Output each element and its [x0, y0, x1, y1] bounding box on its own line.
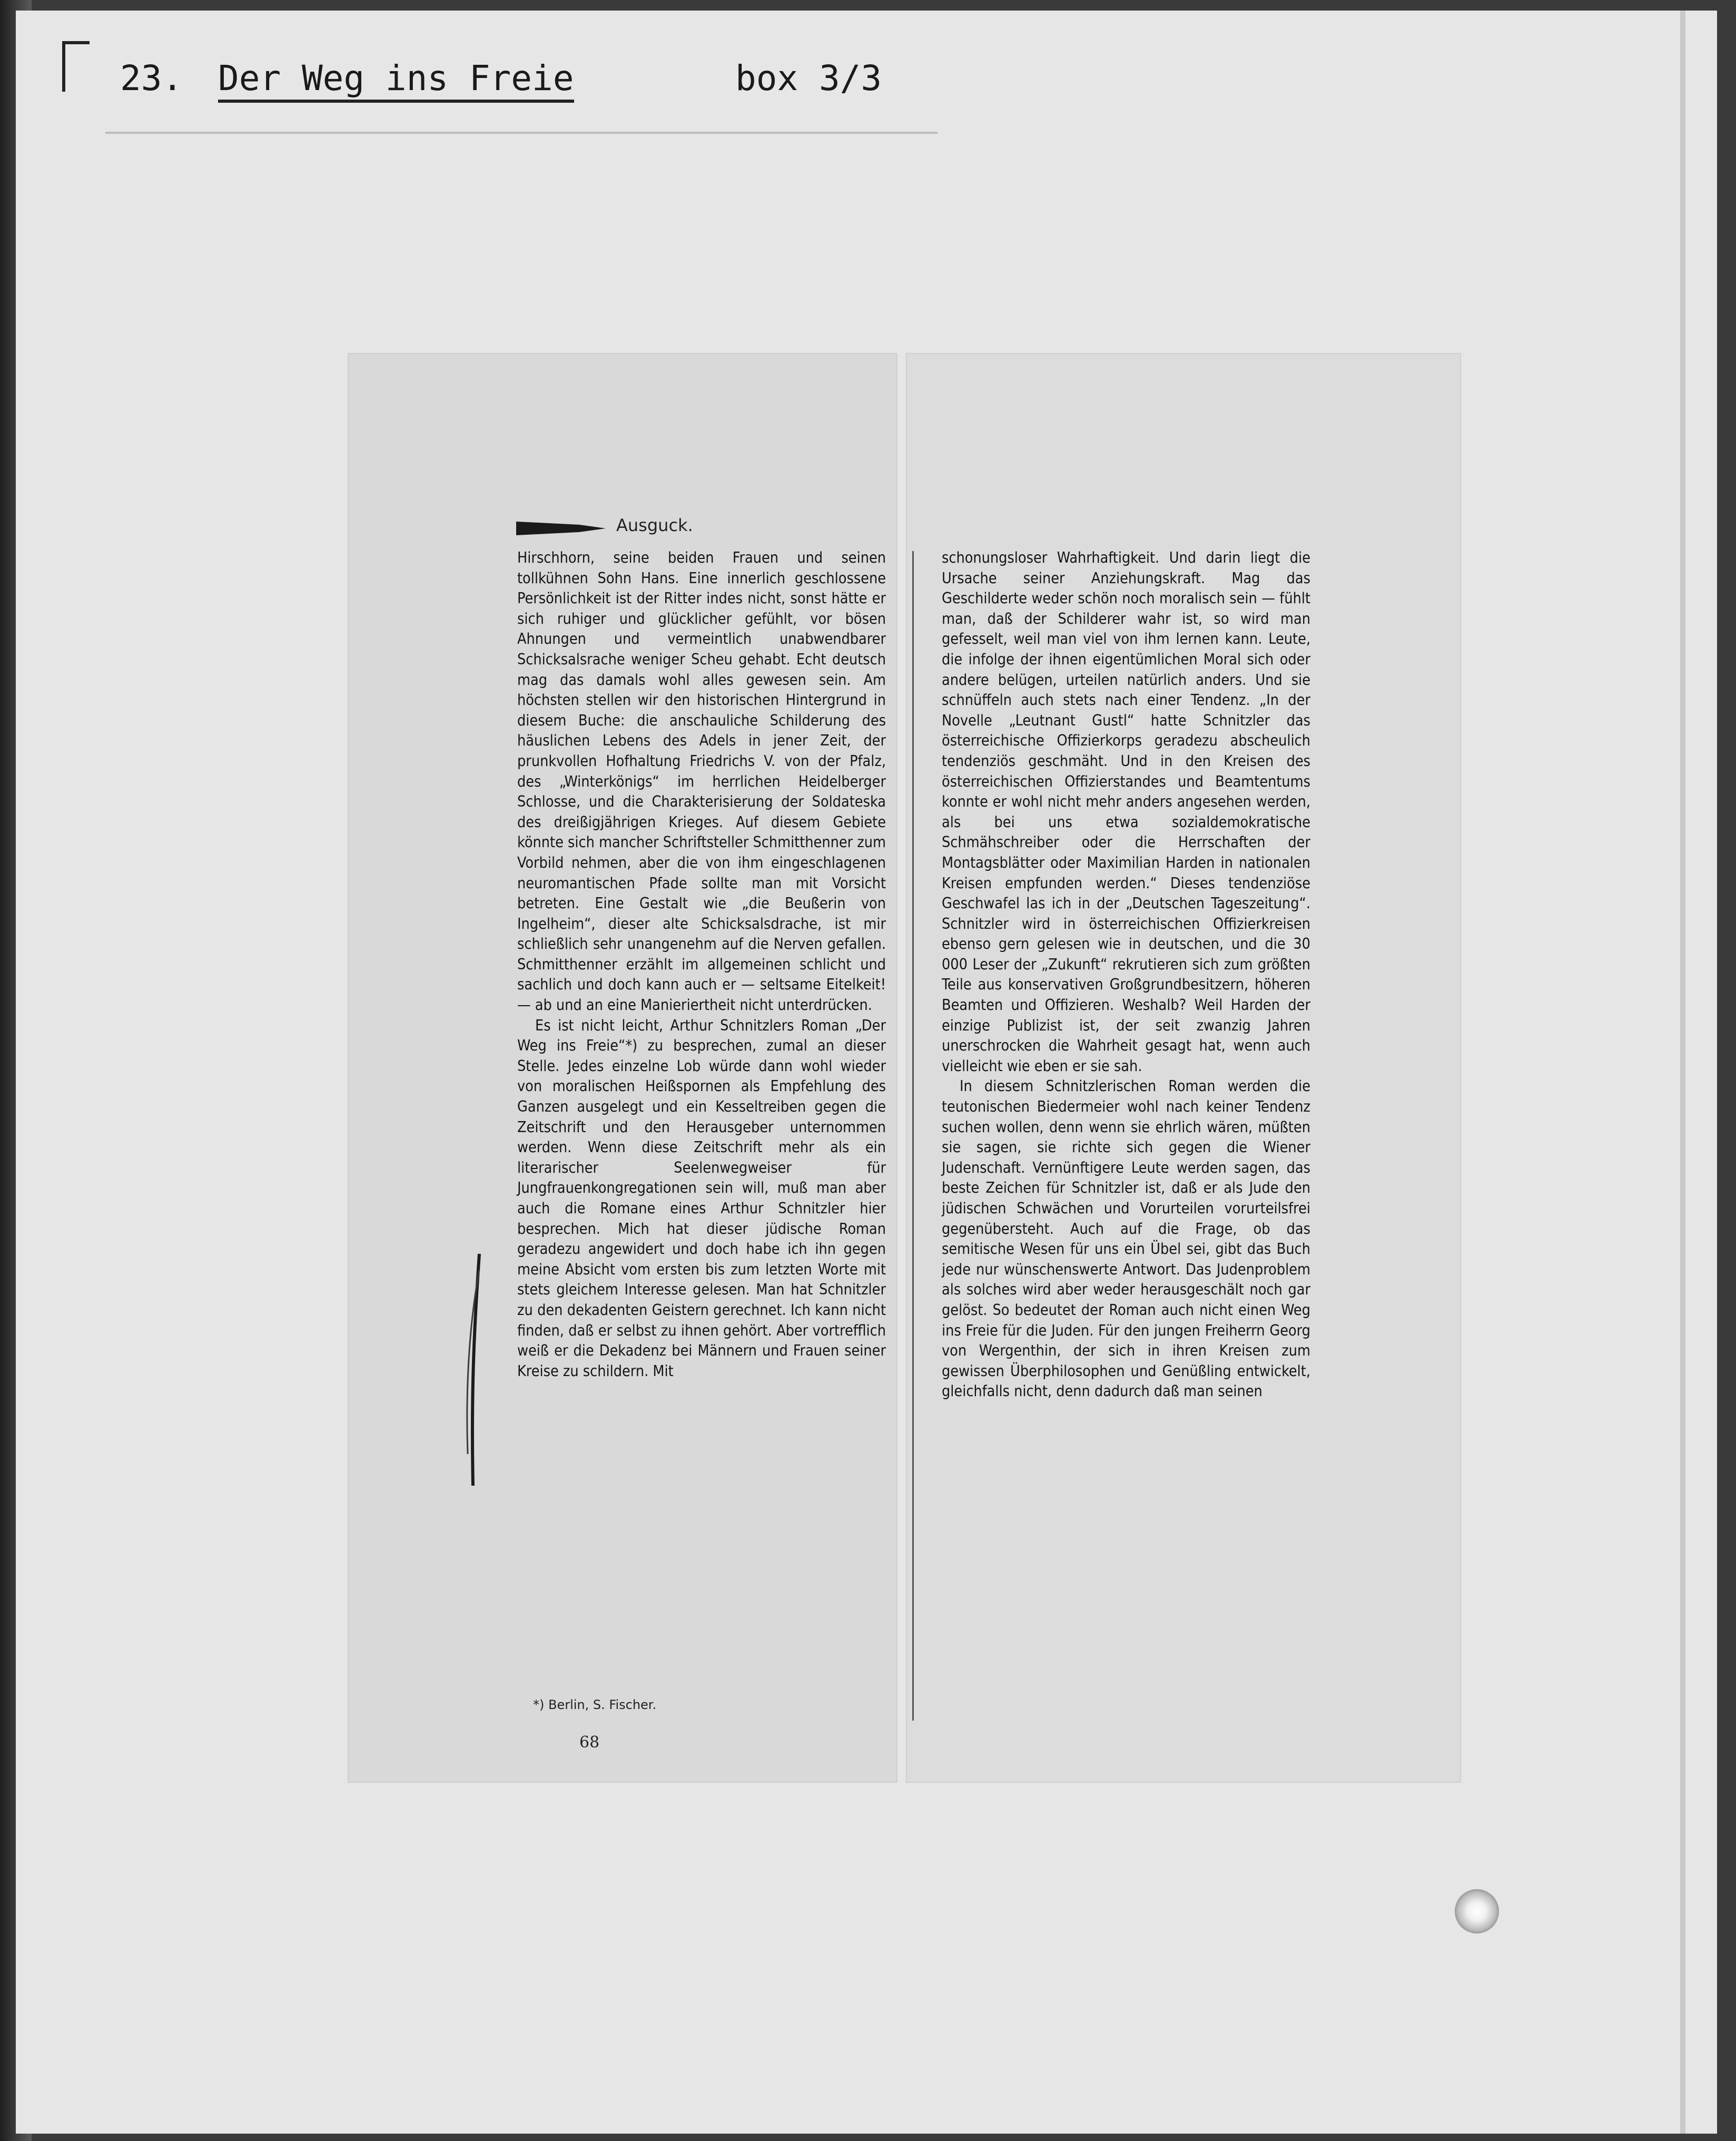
column-divider [912, 551, 914, 1721]
footnote: *) Berlin, S. Fischer. [533, 1697, 657, 1712]
article-column-right [942, 548, 1310, 1402]
article-column-left [517, 548, 886, 1381]
right-paragraph-1: schonungsloser Wahrhaftigkeit. Und darin liegt die Ursache seiner Anziehungskraft. Mag das Geschilderte weder schön noch moralisch sein — fühlt man, daß der Schilderer wahr ist, so wird man gefesselt, weil man viel von ihm lernen kann. Leute, die infolge der ihnen eigentümlichen Moral sich oder andere belügen, urteilen natürlich anders. Und sie schnüffeln auch stets nach einer Tendenz. „In der Novelle „Leutnant Gustl“ hatte Schnitzler das österreichische Offizierkorps geradezu abscheulich tendenziös geschmäht. Und in den Kreisen des österreichischen Offizierstandes und Beamtentums konnte er wohl nicht mehr anders angesehen werden, als bei uns etwa sozialdemokratische Schmähschreiber oder die Herrschaften der Montagsblätter oder Maximilian Harden in nationalen Kreisen empfunden werden.“ Dieses tendenziöse Geschwafel las ich in der „Deutschen Tageszeitung“. Schnitzler wird in österreichischen Offizierkreisen ebenso gern gelesen wie in deutschen, und die 30 000 Leser der „Zukunft“ rekrutieren sich zum größten Teile aus konservativen Großgrundbesitzern, höheren Beamten und Offizieren. Weshalb? Weil Harden der einzige Publizist ist, der seit zwanzig Jahren unerschrocken die Wahrheit gesagt hat, wenn auch vielleicht wie eben er sie sah. [942, 549, 1310, 1075]
label-box: box 3/3 [735, 58, 882, 99]
corner-bracket-mark [62, 41, 90, 92]
archive-label [105, 47, 938, 134]
left-paragraph-1: Hirschhorn, seine beiden Frauen und seinen tollkühnen Sohn Hans. Eine innerlich geschlossene Persönlichkeit ist der Ritter indes nicht, sonst hätte er sich ruhiger und glücklicher gefühlt, vor bösen Ahnungen und vermeintlich unabwendbarer Schicksalsrache weniger Scheu gehabt. Echt deutsch mag das damals wohl alles gewesen sein. Am höchsten stellen wir den historischen Hintergrund in diesem Buche: die anschauliche Schilderung des häuslichen Lebens des Adels in jener Zeit, der prunkvollen Hofhaltung Friedrichs V. von der Pfalz, des „Winterkönigs“ im herrlichen Heidelberger Schlosse, und die Charakterisierung der Soldateska des dreißigjährigen Krieges. Auf diesem Gebiete könnte sich mancher Schriftsteller Schmitthenner zum Vorbild nehmen, aber die von ihm eingeschlagenen neuromantischen Pfade sollte man mit Vorsicht betreten. Eine Gestalt wie „die Beußerin von Ingelheim“, dieser alte Schicksalsdrache, ist mir schließlich sehr unangenehm auf die Nerven gefallen. Schmitthenner erzählt im allgemeinen schlicht und sachlich und doch kann auch er — seltsame Eitelkeit! — ab und an eine Manieriertheit nicht unterdrücken. [517, 549, 886, 1014]
section-head: Ausguck. [616, 515, 693, 535]
sheet-fold [1680, 11, 1685, 2134]
right-paragraph-2: In diesem Schnitzlerischen Roman werden die teutonischen Biedermeier wohl nach keiner Tendenz suchen wollen, denn wenn sie ehrlich wären, müßten sie sagen, sie richte sich gegen die Wiener Judenschaft. Vernünftigere Leute werden sagen, das beste Zeichen für Schnitzler ist, daß er als Jude den jüdischen Schwächen und Vorurteilen vorurteilsfrei gegenübersteht. Auch auf die Frage, ob das semitische Wesen für uns ein Übel sei, gibt das Buch jede nur wünschenswerte Antwort. Das Judenproblem als solches wird aber weder herausgeschält noch gar gelöst. So bedeutet der Roman auch nicht einen Weg ins Freie für die Juden. Für den jungen Freiherrn Georg von Wergenthin, der sich in ihren Kreisen zum gewissen Überphilosophen und Genüßling entwickelt, gleichfalls nicht, denn dadurch daß man seinen [942, 1077, 1310, 1400]
label-title: Der Weg ins Freie [218, 58, 574, 103]
hole-punch-mark [1455, 1889, 1499, 1933]
page-number: 68 [579, 1733, 600, 1752]
label-number: 23. [120, 58, 183, 99]
pencil-mark-icon [463, 1254, 485, 1486]
arrow-icon [516, 522, 606, 535]
left-paragraph-2: Es ist nicht leicht, Arthur Schnitzlers Roman „Der Weg ins Freie“*) zu besprechen, zumal an dieser Stelle. Jedes einzelne Lob würde dann wohl wieder von moralischen Heißspornen als Empfehlung des Ganzen ausgelegt und ein Kesseltreiben gegen die Zeitschrift und den Herausgeber unternommen werden. Wenn diese Zeitschrift mehr als ein literarischer Seelenwegweiser für Jungfrauenkongregationen sein will, muß man aber auch die Romane eines Arthur Schnitzler hier besprechen. Mich hat dieser jüdische Roman geradezu angewidert und doch habe ich ihn gegen meine Absicht vom ersten bis zum letzten Worte mit stets gleichem Interesse gelesen. Man hat Schnitzler zu den dekadenten Geistern gerechnet. Ich kann nicht finden, daß er selbst zu ihnen gehört. Aber vortrefflich weiß er die Dekadenz bei Männern und Frauen seiner Kreise zu schildern. Mit [517, 1016, 886, 1380]
